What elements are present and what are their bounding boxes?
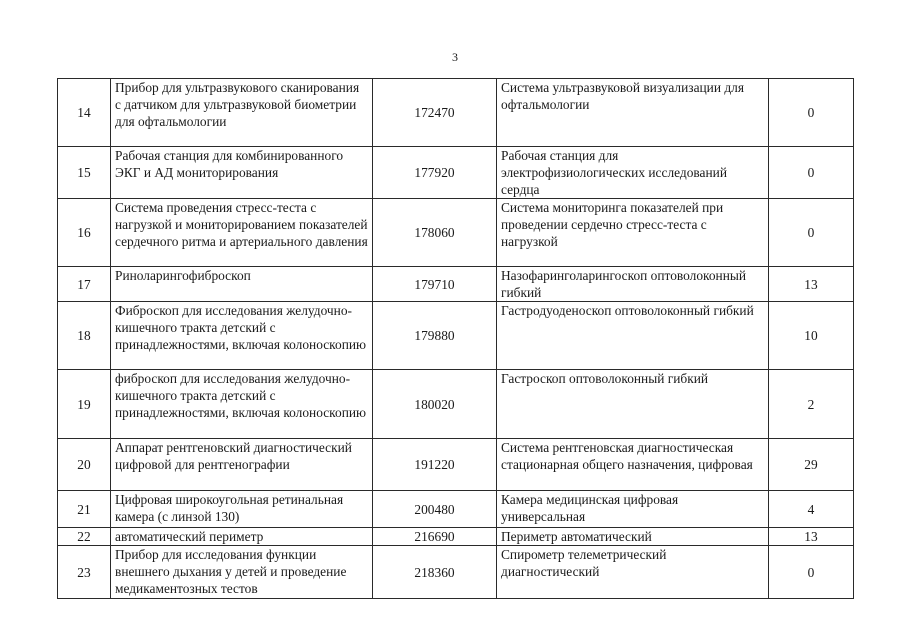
quantity: 29 xyxy=(769,439,854,491)
row-number: 20 xyxy=(58,439,111,491)
table-row xyxy=(58,199,854,267)
table-row xyxy=(58,302,854,370)
table-row xyxy=(58,79,854,147)
system-name: Периметр автоматический xyxy=(497,528,769,546)
row-number: 23 xyxy=(58,546,111,599)
quantity: 0 xyxy=(769,546,854,599)
table-row xyxy=(58,491,854,528)
quantity: 0 xyxy=(769,79,854,147)
system-name: Гастродуоденоскоп оптоволоконный гибкий xyxy=(497,302,769,370)
table-row xyxy=(58,546,854,599)
device-code: 179880 xyxy=(373,302,497,370)
device-code: 216690 xyxy=(373,528,497,546)
table-row xyxy=(58,528,854,546)
device-name: Прибор для исследования функции внешнего дыхания у детей и проведение медикаментозных тестов xyxy=(111,546,373,599)
device-code: 191220 xyxy=(373,439,497,491)
device-code: 177920 xyxy=(373,147,497,199)
system-name: Камера медицинская цифровая универсальная xyxy=(497,491,769,528)
quantity: 4 xyxy=(769,491,854,528)
device-name: Рабочая станция для комбинированного ЭКГ и АД мониторирования xyxy=(111,147,373,199)
table-row xyxy=(58,370,854,439)
device-code: 179710 xyxy=(373,267,497,302)
device-code: 200480 xyxy=(373,491,497,528)
quantity: 10 xyxy=(769,302,854,370)
row-number: 14 xyxy=(58,79,111,147)
system-name: Система ультразвуковой визуализации для офтальмологии xyxy=(497,79,769,147)
row-number: 19 xyxy=(58,370,111,439)
system-name: Гастроскоп оптоволоконный гибкий xyxy=(497,370,769,439)
row-number: 18 xyxy=(58,302,111,370)
quantity: 0 xyxy=(769,199,854,267)
table-row xyxy=(58,439,854,491)
device-name: Цифровая широкоугольная ретинальная камера (с линзой 130) xyxy=(111,491,373,528)
system-name: Спирометр телеметрический диагностический xyxy=(497,546,769,599)
device-name: Фиброскоп для исследования желудочно-кишечного тракта детский с принадлежностями, включая колоноскопию xyxy=(111,302,373,370)
device-name: фиброскоп для исследования желудочно-кишечного тракта детский с принадлежностями, включая колоноскопию xyxy=(111,370,373,439)
system-name: Система рентгеновская диагностическая стационарная общего назначения, цифровая xyxy=(497,439,769,491)
device-name: Прибор для ультразвукового сканирования с датчиком для ультразвуковой биометрии для офтальмологии xyxy=(111,79,373,147)
row-number: 15 xyxy=(58,147,111,199)
device-name: Система проведения стресс-теста с нагрузкой и мониторированием показателей сердечного ритма и артериального давления xyxy=(111,199,373,267)
quantity: 0 xyxy=(769,147,854,199)
row-number: 16 xyxy=(58,199,111,267)
system-name: Рабочая станция для электрофизиологических исследований сердца xyxy=(497,147,769,199)
row-number: 21 xyxy=(58,491,111,528)
row-number: 17 xyxy=(58,267,111,302)
device-name: автоматический периметр xyxy=(111,528,373,546)
table-row xyxy=(58,267,854,302)
device-code: 218360 xyxy=(373,546,497,599)
system-name: Система мониторинга показателей при проведении сердечно стресс-теста с нагрузкой xyxy=(497,199,769,267)
device-code: 172470 xyxy=(373,79,497,147)
quantity: 13 xyxy=(769,267,854,302)
device-code: 180020 xyxy=(373,370,497,439)
table-row xyxy=(58,147,854,199)
quantity: 13 xyxy=(769,528,854,546)
quantity: 2 xyxy=(769,370,854,439)
device-name: Риноларингофиброскоп xyxy=(111,267,373,302)
system-name: Назофаринголарингоскоп оптоволоконный гибкий xyxy=(497,267,769,302)
equipment-table xyxy=(57,78,854,599)
device-name: Аппарат рентгеновский диагностический цифровой для рентгенографии xyxy=(111,439,373,491)
page-number: 3 xyxy=(452,50,458,64)
row-number: 22 xyxy=(58,528,111,546)
device-code: 178060 xyxy=(373,199,497,267)
